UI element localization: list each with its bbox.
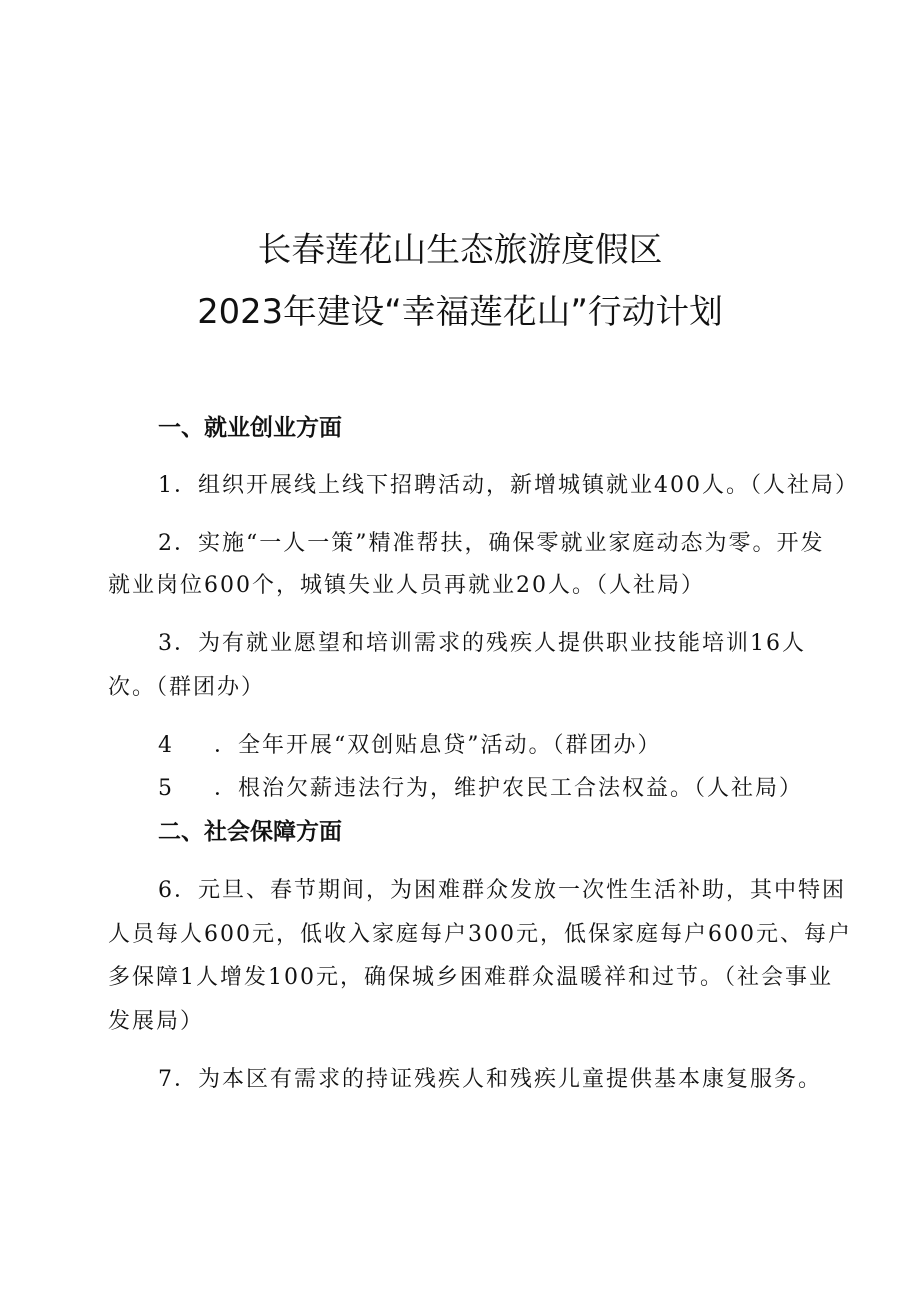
item-6-line-2: 人员每人600元，低收入家庭每户300元，低保家庭每户600元、每户 xyxy=(108,922,852,947)
item-1-line-1 xyxy=(158,471,859,501)
item-1-number: 1 xyxy=(158,473,174,498)
document-title-line-1: 长春莲花山生态旅游度假区 xyxy=(257,230,663,269)
item-3-text: ．为有就业愿望和培训需求的残疾人提供职业技能培训16人 xyxy=(174,631,806,656)
item-6-line-1 xyxy=(158,876,846,906)
item-6-line-4: 发展局） xyxy=(108,1009,205,1034)
item-6-text: ．元旦、春节期间，为困难群众发放一次性生活补助，其中特困 xyxy=(174,878,847,903)
item-7-text: ．为本区有需求的持证残疾人和残疾儿童提供基本康复服务。 xyxy=(174,1067,823,1092)
document-title-line-2: 2023年建设“幸福莲花山”行动计划 xyxy=(197,292,723,331)
item-7-number: 7 xyxy=(158,1067,174,1092)
item-2-text: ．实施“一人一策”精准帮扶，确保零就业家庭动态为零。开发 xyxy=(174,531,825,556)
section-heading-employment: 一、就业创业方面 xyxy=(158,415,342,441)
item-4-number: 4 xyxy=(158,733,174,758)
item-1-text: ．组织开展线上线下招聘活动，新增城镇就业400人。（人社局） xyxy=(174,473,859,498)
item-4-text: ．全年开展“双创贴息贷”活动。（群团办） xyxy=(214,733,662,758)
item-2-number: 2 xyxy=(158,531,174,556)
item-3-line-2: 次。（群团办） xyxy=(108,675,266,700)
item-7-line-1 xyxy=(158,1065,822,1095)
item-6-line-3: 多保障1人增发100元，确保城乡困难群众温暖祥和过节。（社会事业 xyxy=(108,965,833,990)
item-2-line-1 xyxy=(158,529,825,559)
item-5-line-1 xyxy=(158,774,803,804)
item-3-number: 3 xyxy=(158,631,174,656)
item-4-line-1 xyxy=(158,731,662,761)
section-heading-social-security: 二、社会保障方面 xyxy=(158,819,342,845)
item-6-number: 6 xyxy=(158,878,174,903)
item-2-line-2: 就业岗位600个，城镇失业人员再就业20人。（人社局） xyxy=(108,573,705,598)
item-3-line-1 xyxy=(158,629,806,659)
item-5-number: 5 xyxy=(158,776,174,801)
item-5-text: ．根治欠薪违法行为，维护农民工合法权益。（人社局） xyxy=(214,776,804,801)
